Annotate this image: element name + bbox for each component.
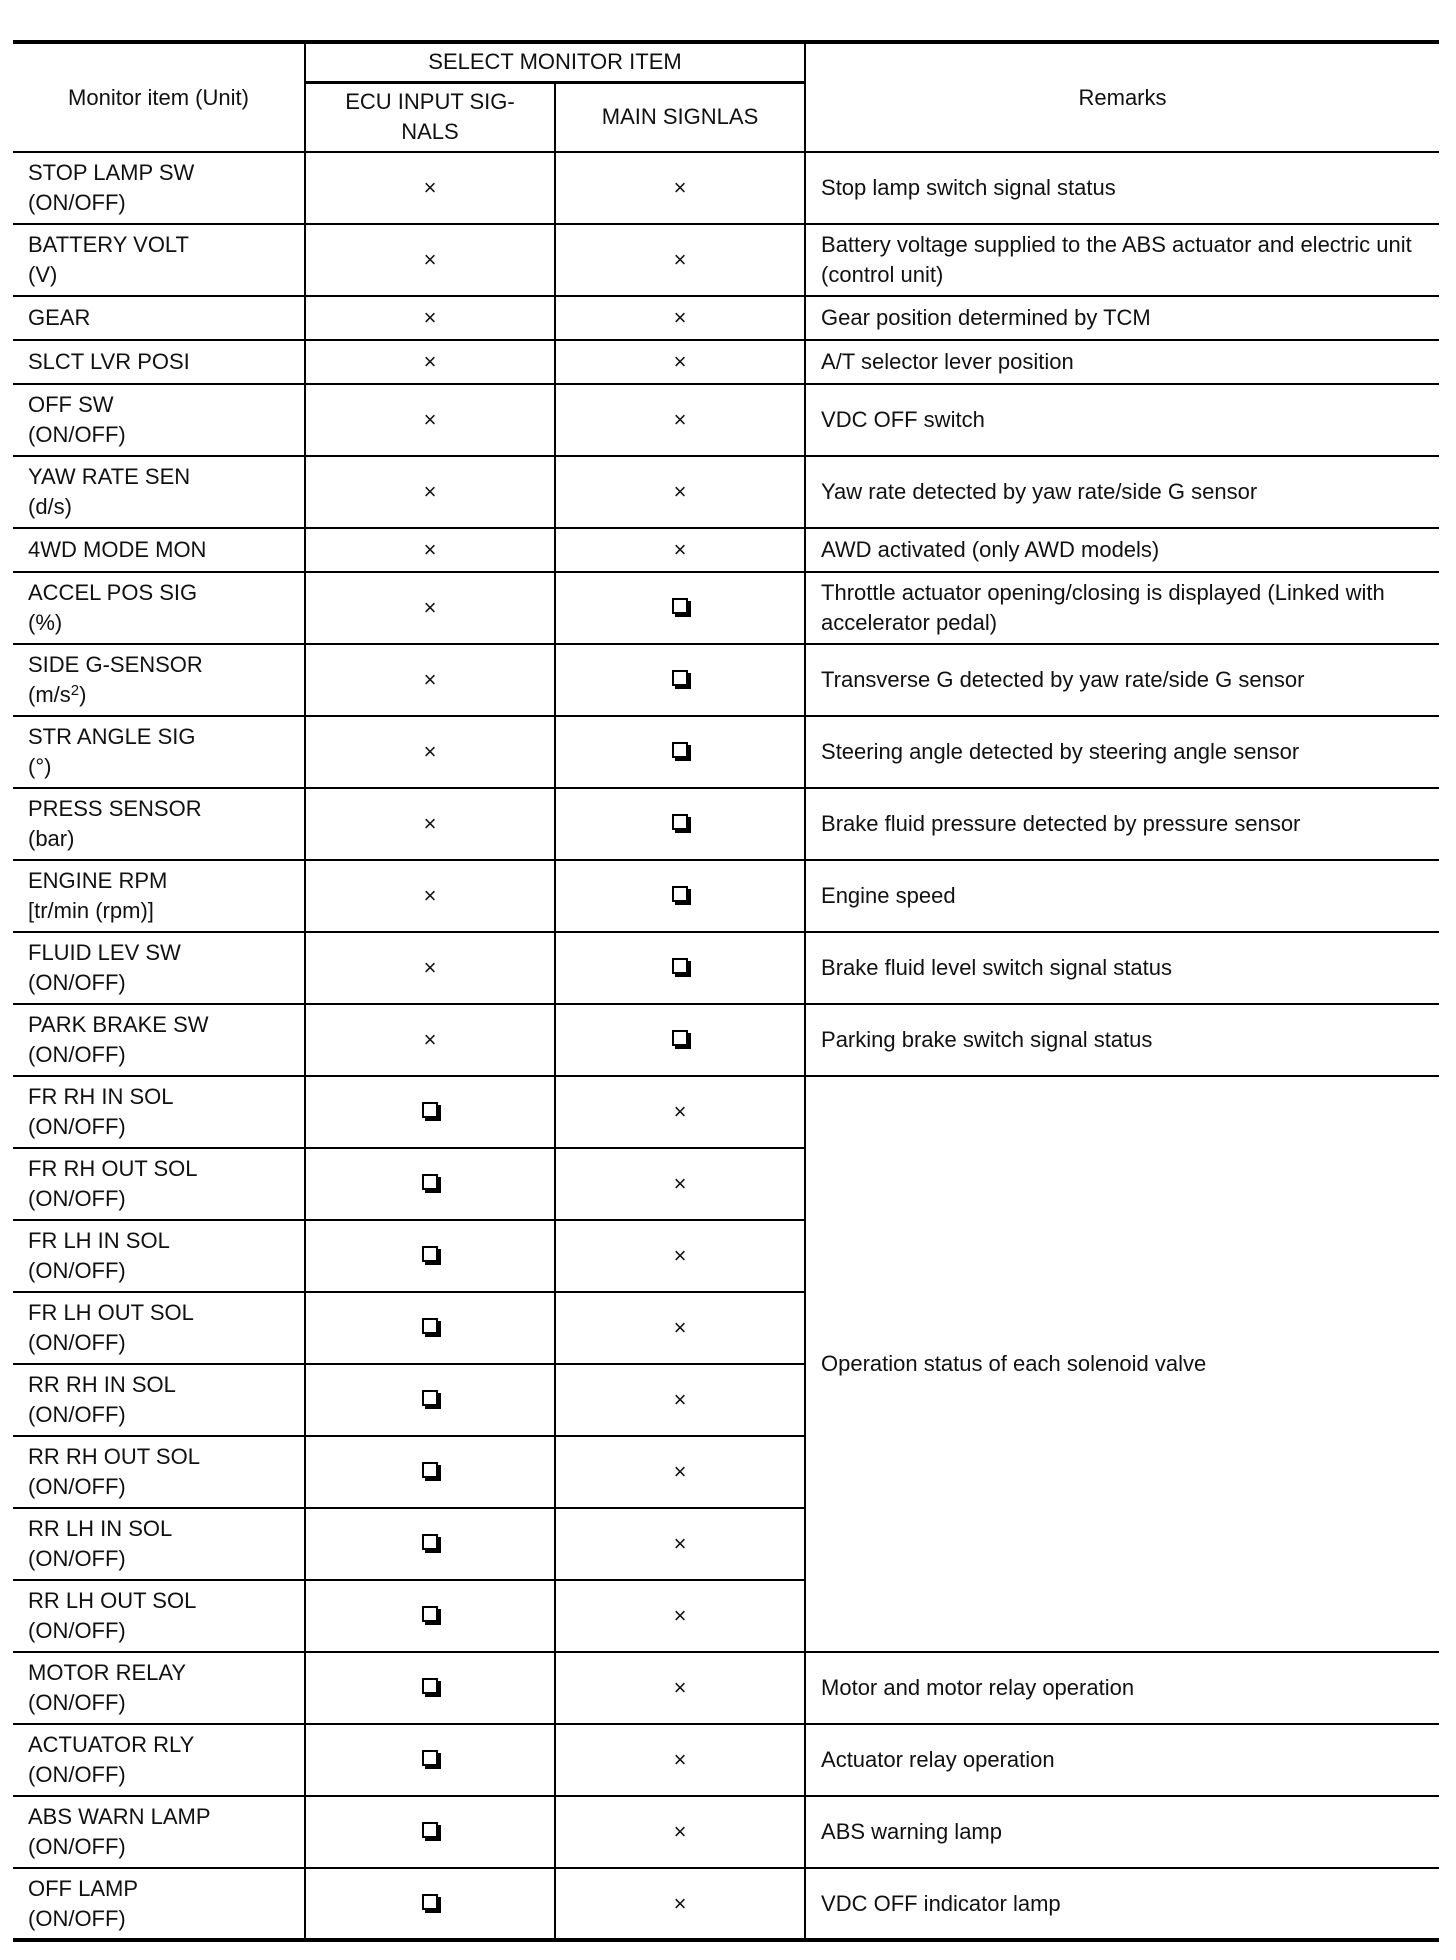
item-name: FR LH IN SOL: [28, 1228, 170, 1253]
item-unit: (ON/OFF): [28, 1402, 126, 1427]
box-mark-icon: [422, 1894, 438, 1910]
ecu-input-mark-cell: [305, 1580, 555, 1652]
remark-cell: Operation status of each solenoid valve: [805, 1076, 1439, 1652]
item-unit: (d/s): [28, 494, 72, 519]
table-row: [13, 340, 1439, 384]
header-ecu-input-signals: ECU INPUT SIG- NALS: [305, 82, 555, 152]
x-mark-icon: ×: [423, 1027, 437, 1052]
item-unit: (V): [28, 262, 58, 287]
ecu-input-mark-cell: [305, 860, 555, 932]
x-mark-icon: ×: [423, 883, 437, 908]
main-signal-mark-cell: [555, 1652, 805, 1724]
ecu-input-mark-cell: [305, 1364, 555, 1436]
item-unit: (ON/OFF): [28, 1042, 126, 1067]
x-mark-icon: ×: [673, 1603, 687, 1628]
ecu-input-mark-cell: [305, 644, 555, 716]
item-name: MOTOR RELAY: [28, 1660, 187, 1685]
monitor-item-cell: [13, 572, 305, 644]
ecu-input-mark-cell: [305, 224, 555, 296]
monitor-item-cell: [13, 528, 305, 572]
item-unit: (bar): [28, 826, 75, 851]
monitor-item-cell: [13, 1796, 305, 1868]
item-name: STOP LAMP SW: [28, 160, 195, 185]
table-row: [13, 932, 1439, 1004]
item-name: FR RH IN SOL: [28, 1084, 174, 1109]
ecu-input-mark-cell: [305, 1796, 555, 1868]
x-mark-icon: ×: [673, 1315, 687, 1340]
ecu-input-mark-cell: [305, 1652, 555, 1724]
x-mark-icon: ×: [423, 811, 437, 836]
item-name: 4WD MODE MON: [28, 537, 207, 562]
item-unit: (ON/OFF): [28, 1546, 126, 1571]
main-signal-mark-cell: [555, 1868, 805, 1940]
monitor-item-cell: [13, 1148, 305, 1220]
item-name: ACTUATOR RLY: [28, 1732, 195, 1757]
x-mark-icon: ×: [673, 1747, 687, 1772]
monitor-item-cell: [13, 1364, 305, 1436]
x-mark-icon: ×: [673, 1243, 687, 1268]
main-signal-mark-cell: [555, 932, 805, 1004]
item-unit: (ON/OFF): [28, 1474, 126, 1499]
item-name: FLUID LEV SW: [28, 940, 181, 965]
monitor-item-cell: [13, 1508, 305, 1580]
main-signal-mark-cell: [555, 1220, 805, 1292]
main-signal-mark-cell: [555, 1724, 805, 1796]
table-row: [13, 1796, 1439, 1868]
x-mark-icon: ×: [673, 1531, 687, 1556]
unit-superscript: 2: [70, 682, 80, 699]
item-unit: (ON/OFF): [28, 1258, 126, 1283]
item-name: SIDE G-SENSOR: [28, 652, 203, 677]
item-unit: (%): [28, 610, 63, 635]
item-name: ABS WARN LAMP: [28, 1804, 211, 1829]
ecu-input-mark-cell: [305, 572, 555, 644]
monitor-item-cell: [13, 1652, 305, 1724]
x-mark-icon: ×: [423, 537, 437, 562]
remark-cell: Engine speed: [805, 860, 1439, 932]
x-mark-icon: ×: [673, 1171, 687, 1196]
monitor-item-cell: [13, 384, 305, 456]
item-unit: (m/s: [28, 682, 71, 707]
x-mark-icon: ×: [673, 407, 687, 432]
x-mark-icon: ×: [423, 667, 437, 692]
ecu-input-mark-cell: [305, 1868, 555, 1940]
box-mark-icon: [422, 1534, 438, 1550]
main-signal-mark-cell: [555, 1004, 805, 1076]
item-unit: (ON/OFF): [28, 1186, 126, 1211]
remark-cell: A/T selector lever position: [805, 340, 1439, 384]
x-mark-icon: ×: [673, 479, 687, 504]
ecu-input-mark-cell: [305, 1724, 555, 1796]
main-signal-mark-cell: [555, 1076, 805, 1148]
item-name: FR RH OUT SOL: [28, 1156, 198, 1181]
monitor-item-cell: [13, 1436, 305, 1508]
table-row: [13, 644, 1439, 716]
table-row: [13, 1724, 1439, 1796]
table-row: [13, 572, 1439, 644]
x-mark-icon: ×: [673, 305, 687, 330]
remark-cell: VDC OFF switch: [805, 384, 1439, 456]
remark-cell: ABS warning lamp: [805, 1796, 1439, 1868]
item-unit: (ON/OFF): [28, 1834, 126, 1859]
table-body: [13, 152, 1439, 1940]
ecu-input-mark-cell: [305, 1004, 555, 1076]
monitor-item-cell: [13, 716, 305, 788]
ecu-input-mark-cell: [305, 1148, 555, 1220]
main-signal-mark-cell: [555, 152, 805, 224]
item-name: SLCT LVR POSI: [28, 349, 190, 374]
x-mark-icon: ×: [673, 349, 687, 374]
item-name: OFF LAMP: [28, 1875, 139, 1901]
ecu-input-mark-cell: [305, 1436, 555, 1508]
monitor-item-cell: [13, 296, 305, 340]
ecu-input-mark-cell: [305, 1292, 555, 1364]
ecu-input-mark-cell: [305, 384, 555, 456]
box-mark-icon: [672, 814, 688, 830]
x-mark-icon: ×: [673, 1819, 687, 1844]
main-signal-mark-cell: [555, 860, 805, 932]
remark-cell: Brake fluid pressure detected by pressure sensor: [805, 788, 1439, 860]
item-unit: (ON/OFF): [28, 1618, 126, 1643]
table-row: [13, 528, 1439, 572]
item-unit: (ON/OFF): [28, 970, 126, 995]
remark-cell: VDC OFF indicator lamp: [805, 1868, 1439, 1940]
monitor-item-cell: [13, 224, 305, 296]
remark-cell: Parking brake switch signal status: [805, 1004, 1439, 1076]
main-signal-mark-cell: [555, 644, 805, 716]
monitor-item-table: [13, 40, 1439, 1942]
main-signal-mark-cell: [555, 1580, 805, 1652]
header-remarks: Remarks: [805, 42, 1439, 152]
remark-cell: Transverse G detected by yaw rate/side G sensor: [805, 644, 1439, 716]
x-mark-icon: ×: [673, 537, 687, 562]
remark-cell: Stop lamp switch signal status: [805, 152, 1439, 224]
table-row: [13, 716, 1439, 788]
box-mark-icon: [422, 1174, 438, 1190]
x-mark-icon: ×: [673, 1890, 687, 1916]
header-select-monitor-item: SELECT MONITOR ITEM: [305, 42, 805, 82]
main-signal-mark-cell: [555, 384, 805, 456]
item-name: ENGINE RPM: [28, 868, 168, 893]
x-mark-icon: ×: [673, 175, 687, 200]
box-mark-icon: [422, 1678, 438, 1694]
ecu-input-mark-cell: [305, 152, 555, 224]
item-name: FR LH OUT SOL: [28, 1300, 194, 1325]
box-mark-icon: [422, 1606, 438, 1622]
x-mark-icon: ×: [673, 1099, 687, 1124]
table-row: [13, 1652, 1439, 1724]
table-row: [13, 224, 1439, 296]
box-mark-icon: [422, 1822, 438, 1838]
box-mark-icon: [422, 1246, 438, 1262]
item-name: PARK BRAKE SW: [28, 1012, 209, 1037]
remark-cell: Yaw rate detected by yaw rate/side G sensor: [805, 456, 1439, 528]
ecu-input-mark-cell: [305, 456, 555, 528]
item-unit: (ON/OFF): [28, 190, 126, 215]
monitor-item-cell: [13, 456, 305, 528]
main-signal-mark-cell: [555, 528, 805, 572]
remark-cell: Gear position determined by TCM: [805, 296, 1439, 340]
monitor-item-cell: [13, 644, 305, 716]
ecu-input-mark-cell: [305, 1508, 555, 1580]
item-name: RR RH IN SOL: [28, 1372, 176, 1397]
x-mark-icon: ×: [423, 349, 437, 374]
monitor-item-cell: [13, 1292, 305, 1364]
box-mark-icon: [672, 1030, 688, 1046]
item-name: ACCEL POS SIG: [28, 580, 198, 605]
item-name: BATTERY VOLT: [28, 232, 189, 257]
item-unit: (ON/OFF): [28, 422, 126, 447]
monitor-item-cell: [13, 340, 305, 384]
item-unit: [tr/min (rpm)]: [28, 898, 154, 923]
remark-cell: Steering angle detected by steering angle sensor: [805, 716, 1439, 788]
ecu-input-mark-cell: [305, 1220, 555, 1292]
main-signal-mark-cell: [555, 1796, 805, 1868]
monitor-item-cell: [13, 1004, 305, 1076]
item-unit: (ON/OFF): [28, 1114, 126, 1139]
item-name: PRESS SENSOR: [28, 796, 202, 821]
item-name: RR LH IN SOL: [28, 1516, 173, 1541]
x-mark-icon: ×: [423, 305, 437, 330]
ecu-input-mark-cell: [305, 528, 555, 572]
main-signal-mark-cell: [555, 788, 805, 860]
table-row: [13, 860, 1439, 932]
item-unit: (ON/OFF): [28, 1690, 126, 1715]
table-row: [13, 788, 1439, 860]
item-unit: (°): [28, 754, 52, 779]
main-signal-mark-cell: [555, 296, 805, 340]
monitor-item-cell: [13, 1076, 305, 1148]
table-row: [13, 296, 1439, 340]
x-mark-icon: ×: [423, 595, 437, 620]
table-row: [13, 1004, 1439, 1076]
main-signal-mark-cell: [555, 1148, 805, 1220]
ecu-input-mark-cell: [305, 1076, 555, 1148]
monitor-item-cell: [13, 932, 305, 1004]
remark-cell: Brake fluid level switch signal status: [805, 932, 1439, 1004]
x-mark-icon: ×: [673, 1675, 687, 1700]
box-mark-icon: [422, 1390, 438, 1406]
x-mark-icon: ×: [423, 739, 437, 764]
item-name: GEAR: [28, 305, 91, 330]
x-mark-icon: ×: [423, 479, 437, 504]
remark-cell: Throttle actuator opening/closing is displayed (Linked with accelerator pedal): [805, 572, 1439, 644]
box-mark-icon: [672, 958, 688, 974]
monitor-item-cell: [13, 1580, 305, 1652]
monitor-item-cell: [13, 788, 305, 860]
box-mark-icon: [672, 670, 688, 686]
main-signal-mark-cell: [555, 340, 805, 384]
monitor-item-cell: [13, 152, 305, 224]
main-signal-mark-cell: [555, 224, 805, 296]
item-name: YAW RATE SEN: [28, 464, 191, 489]
remark-cell: Motor and motor relay operation: [805, 1652, 1439, 1724]
item-unit: (ON/OFF): [28, 1330, 126, 1355]
x-mark-icon: ×: [423, 407, 437, 432]
monitor-item-cell: [13, 1220, 305, 1292]
remark-cell: Battery voltage supplied to the ABS actuator and electric unit (control unit): [805, 224, 1439, 296]
main-signal-mark-cell: [555, 456, 805, 528]
x-mark-icon: ×: [423, 247, 437, 272]
item-name: RR RH OUT SOL: [28, 1444, 200, 1469]
item-unit: (ON/OFF): [28, 1762, 126, 1787]
monitor-item-cell: [13, 1724, 305, 1796]
box-mark-icon: [672, 598, 688, 614]
x-mark-icon: ×: [423, 955, 437, 980]
main-signal-mark-cell: [555, 1364, 805, 1436]
table-row: [13, 1868, 1439, 1940]
table-row: [13, 1076, 1439, 1148]
remark-cell: AWD activated (only AWD models): [805, 528, 1439, 572]
box-mark-icon: [422, 1750, 438, 1766]
ecu-input-mark-cell: [305, 932, 555, 1004]
header-main-signals: MAIN SIGNLAS: [555, 82, 805, 152]
monitor-item-cell: [13, 860, 305, 932]
main-signal-mark-cell: [555, 1508, 805, 1580]
main-signal-mark-cell: [555, 572, 805, 644]
table-row: [13, 456, 1439, 528]
box-mark-icon: [422, 1102, 438, 1118]
ecu-input-mark-cell: [305, 716, 555, 788]
main-signal-mark-cell: [555, 716, 805, 788]
x-mark-icon: ×: [673, 1387, 687, 1412]
ecu-input-mark-cell: [305, 296, 555, 340]
box-mark-icon: [422, 1318, 438, 1334]
ecu-input-mark-cell: [305, 340, 555, 384]
main-signal-mark-cell: [555, 1436, 805, 1508]
x-mark-icon: ×: [673, 247, 687, 272]
item-unit-close: ): [79, 682, 87, 707]
item-unit: (ON/OFF): [28, 1905, 126, 1931]
monitor-item-cell: [13, 1868, 305, 1940]
item-name: OFF SW: [28, 392, 114, 417]
x-mark-icon: ×: [423, 175, 437, 200]
ecu-input-mark-cell: [305, 788, 555, 860]
item-name: RR LH OUT SOL: [28, 1588, 197, 1613]
box-mark-icon: [672, 886, 688, 902]
table-row: [13, 152, 1439, 224]
remark-cell: Actuator relay operation: [805, 1724, 1439, 1796]
box-mark-icon: [422, 1462, 438, 1478]
header-monitor-item: Monitor item (Unit): [13, 42, 305, 152]
item-name: STR ANGLE SIG: [28, 724, 196, 749]
box-mark-icon: [672, 742, 688, 758]
main-signal-mark-cell: [555, 1292, 805, 1364]
x-mark-icon: ×: [673, 1459, 687, 1484]
table-row: [13, 384, 1439, 456]
